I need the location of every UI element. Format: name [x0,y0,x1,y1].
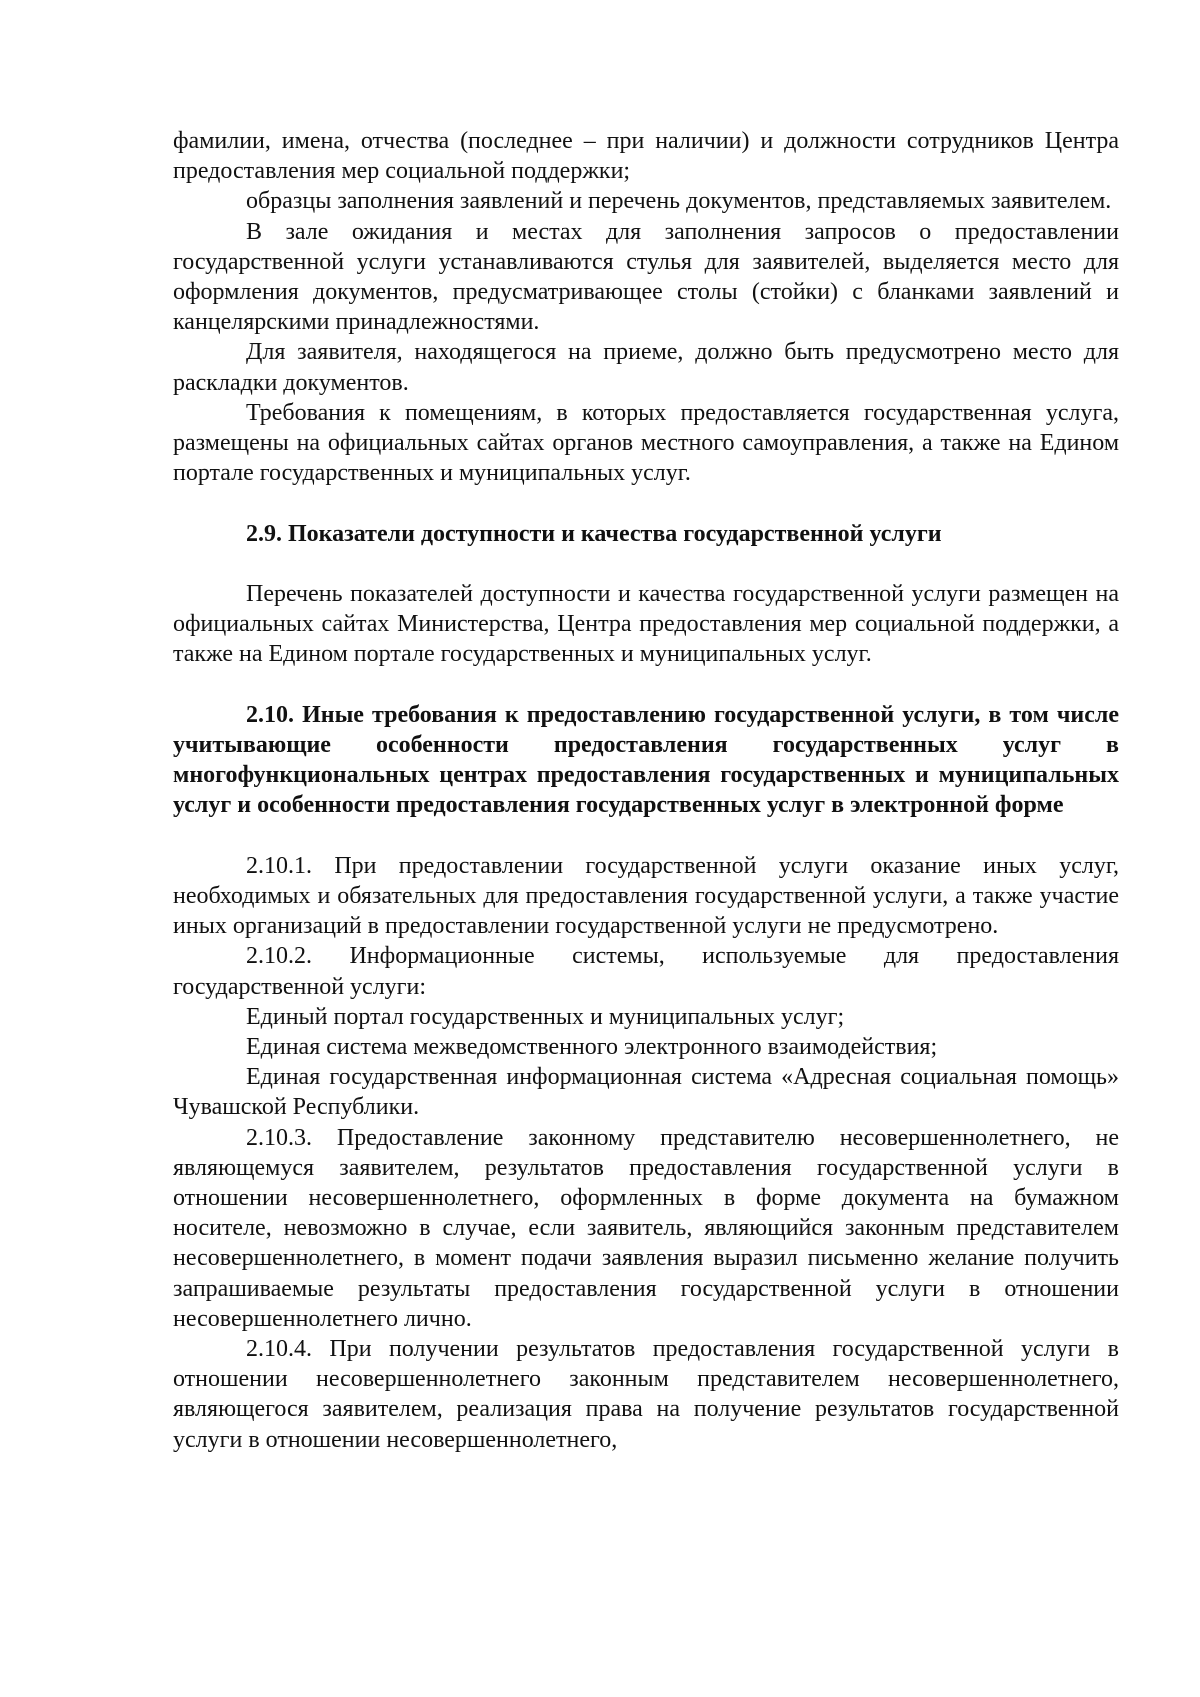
paragraph-staff-names: фамилии, имена, отчества (последнее – при наличии) и должности сотрудников Центра предоставления мер социальной поддержки; [173,128,1119,185]
paragraph-document-space: Для заявителя, находящегося на приеме, должно быть предусмотрено место для раскладки документов. [173,339,1119,396]
spacer [173,670,1119,700]
paragraph-2-10-3: 2.10.3. Предоставление законному представителю несовершеннолетнего, не являющемуся заявителем, результатов предоставления государственной услуги в отношении несовершеннолетнего, оформленных в форме документа на бумажном носителе, невозможно в случае, если заявитель, являющийся законным представителем несовершеннолетнего, в момент подачи заявления выразил письменно желание получить запрашиваемые результаты предоставления государственной услуги в отношении несовершеннолетнего лично. [173,1124,1119,1332]
paragraph-waiting-hall: В зале ожидания и местах для заполнения запросов о предоставлении государственной услуги устанавливаются стулья для заявителей, выделяется место для оформления документов, предусматривающее столы (стойки) с бланками заявлений и канцелярскими принадлежностями. [173,218,1119,336]
document-page [173,126,1119,1455]
paragraph-premises-requirements: Требования к помещениям, в которых предоставляется государственная услуга, размещены на официальных сайтах органов местного самоуправления, а также на Едином портале государственных и муниципальных услуг. [173,399,1119,487]
spacer [173,488,1119,518]
section-heading-2-10: 2.10. Иные требования к предоставлению государственной услуги, в том числе учитывающие особенности предоставления государственных услуг в многофункциональных центрах предоставления государственных и муниципальных услуг и особенности предоставления государственных услуг в электронной форме [173,701,1119,819]
paragraph-sample-forms: образцы заполнения заявлений и перечень документов, представляемых заявителем. [246,188,1112,215]
spacer [173,821,1119,851]
spacer [173,549,1119,579]
paragraph-2-10-4: 2.10.4. При получении результатов предоставления государственной услуги в отношении несовершеннолетнего законным представителем несовершеннолетнего, являющегося заявителем, реализация права на получение результатов государственной услуги в отношении несовершеннолетнего, [173,1336,1119,1453]
paragraph-info-system-smev: Единая система межведомственного электронного взаимодействия; [246,1034,938,1061]
paragraph-info-system-asp: Единая государственная информационная система «Адресная социальная помощь» Чувашской Республики. [173,1064,1119,1121]
section-heading-2-9: 2.9. Показатели доступности и качества государственной услуги [246,520,942,547]
paragraph-2-9-body: Перечень показателей доступности и качества государственной услуги размещен на официальных сайтах Министерства, Центра предоставления мер социальной поддержки, а также на Едином портале государственных и муниципальных услуг. [173,581,1119,668]
paragraph-info-system-portal: Единый портал государственных и муниципальных услуг; [246,1003,845,1030]
paragraph-2-10-1: 2.10.1. При предоставлении государственной услуги оказание иных услуг, необходимых и обязательных для предоставления государственной услуги, а также участие иных организаций в предоставлении государственной услуги не предусмотрено. [173,852,1119,940]
paragraph-2-10-2: 2.10.2. Информационные системы, используемые для предоставления государственной услуги: [173,943,1119,1000]
